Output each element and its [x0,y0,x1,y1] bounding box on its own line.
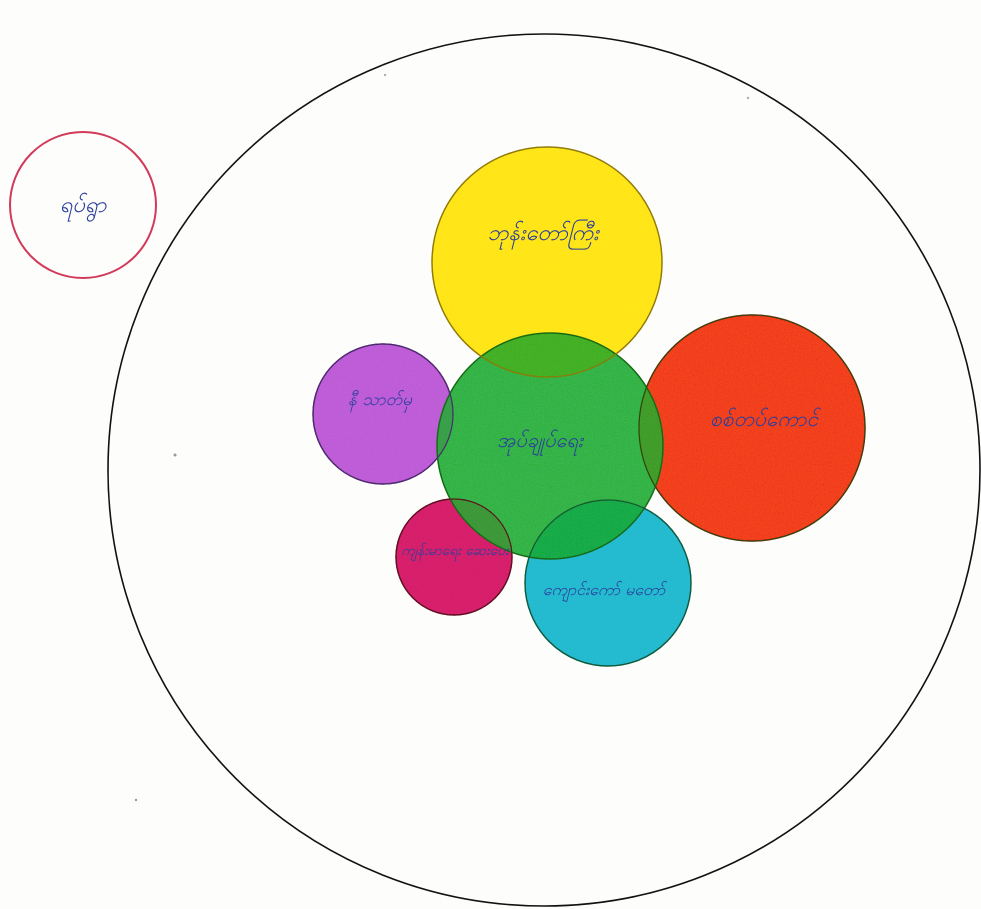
circle-purple [313,344,453,484]
label-green: အုပ်ချုပ်ရေး [497,428,583,452]
pencil-speck [174,454,177,457]
label-yellow: ဘုန်းတော်ကြီး [487,221,599,246]
label-cyan-text: ကျောင်းကော် မတော် [542,580,666,599]
legend-label: ရပ်ရွာ [59,193,107,218]
pencil-speck [135,799,137,801]
pencil-speck [384,74,386,76]
pencil-speck [747,97,749,99]
label-magenta-text: ကျန်းမာရေး ဆေးပေး [401,543,509,559]
label-red: စစ်တပ်ကောင် [709,407,819,431]
label-purple: နီ သာတ်မှ [348,390,412,410]
